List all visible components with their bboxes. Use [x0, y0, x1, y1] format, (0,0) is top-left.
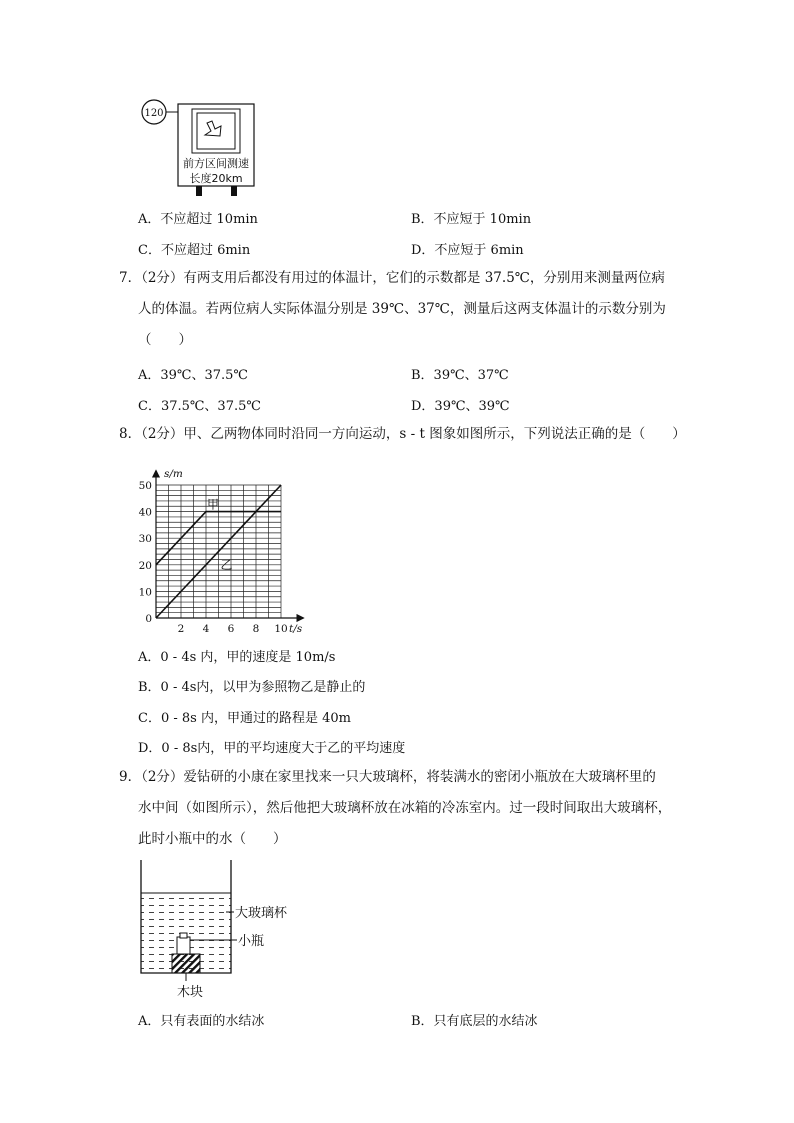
q9-option-a: A．只有表面的水结冰 — [138, 1014, 265, 1029]
y-tick-label: 40 — [138, 506, 152, 519]
sign-line1: 前方区间测速 — [183, 157, 249, 170]
bottle-cap — [180, 933, 187, 938]
sign-post-right — [231, 186, 237, 196]
x-tick-label: 8 — [252, 623, 260, 635]
q8-line1: 8．（2分）甲、乙两物体同时沿同一方向运动，s - t 图象如图所示，下列说法正确的是（ ） — [119, 426, 686, 442]
q9-line3: 此时小瓶中的水（ ） — [138, 831, 287, 847]
q7-line1: 7．（2分）有两支用后都没有用过的体温计，它们的示数都是 37.5℃，分别用来测量两位病 — [119, 270, 665, 286]
q6-option-b: B．不应短于 10min — [411, 212, 532, 227]
x-tick-label: 6 — [227, 623, 235, 635]
q6-option-c: C．不应超过 6min — [138, 243, 251, 258]
st-chart — [138, 448, 318, 638]
cup-label: 大玻璃杯 — [235, 906, 288, 921]
q9-line1: 9．（2分）爱钻研的小康在家里找来一只大玻璃杯，将装满水的密闭小瓶放在大玻璃杯里的 — [119, 769, 656, 785]
small-bottle — [177, 937, 190, 954]
q7-line3: （ ） — [138, 332, 192, 348]
x-tick-label: 4 — [202, 623, 210, 635]
q8-option-a: A．0 - 4s 内，甲的速度是 10m/s — [138, 650, 336, 665]
speed-limit-text: 120 — [144, 108, 164, 119]
q8-option-c: C．0 - 8s 内，甲通过的路程是 40m — [138, 711, 351, 726]
speed-sign-figure — [138, 96, 268, 198]
q9-option-b: B．只有底层的水结冰 — [411, 1014, 538, 1029]
q8-option-b: B．0 - 4s内，以甲为参照物乙是静止的 — [138, 680, 366, 695]
q7-line2: 人的体温。若两位病人实际体温分别是 39℃、37℃，测量后这两支体温计的示数分别为 — [138, 301, 666, 317]
origin-label: 0 — [145, 613, 152, 625]
x-tick-label: 10 — [274, 623, 288, 635]
sign-post-left — [196, 186, 202, 196]
block-label: 木块 — [177, 985, 204, 1000]
wood-block — [172, 954, 200, 973]
y-tick-label: 30 — [138, 533, 152, 546]
y-tick-label: 10 — [138, 586, 152, 599]
series-label-jia: 甲 — [207, 497, 220, 512]
y-tick-label: 50 — [138, 480, 152, 492]
x-axis-label: t/s — [289, 623, 303, 635]
q8-option-d: D．0 - 8s内，甲的平均速度大于乙的平均速度 — [138, 741, 406, 756]
cup-figure — [138, 860, 308, 1000]
sign-line2: 长度20km — [189, 172, 243, 185]
q7-option-c: C．37.5℃、37.5℃ — [138, 399, 261, 414]
x-tick-label: 2 — [177, 623, 185, 635]
q7-option-b: B．39℃、37℃ — [411, 368, 509, 383]
y-tick-label: 20 — [138, 559, 152, 572]
q6-option-a: A．不应超过 10min — [138, 212, 258, 227]
q9-line2: 水中间（如图所示），然后他把大玻璃杯放在冰箱的冷冻室内。过一段时间取出大玻璃杯， — [138, 800, 672, 816]
series-label-yi: 乙 — [220, 557, 233, 572]
bottle-label: 小瓶 — [238, 934, 265, 949]
q7-option-a: A．39℃、37.5℃ — [138, 368, 248, 383]
y-axis-label: s/m — [164, 468, 183, 480]
q7-option-d: D．39℃、39℃ — [411, 399, 510, 414]
q6-option-d: D．不应短于 6min — [411, 243, 524, 258]
